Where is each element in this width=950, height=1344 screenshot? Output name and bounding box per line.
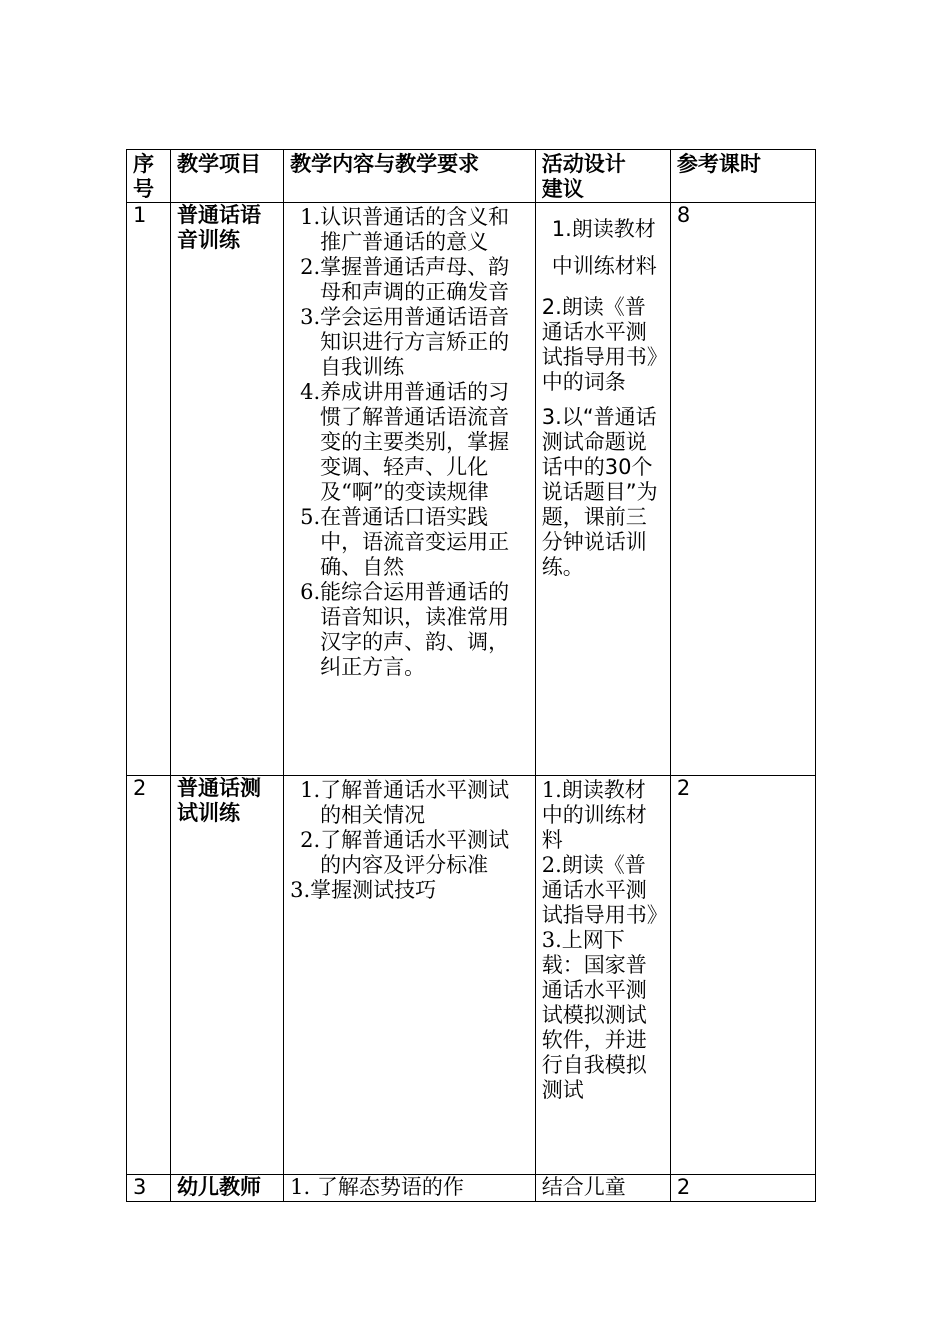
row-hours: 2 (670, 1175, 815, 1202)
table-row (127, 203, 816, 776)
suggestion-item: 1.朗读教材中的训练材料 (541, 778, 647, 852)
row-requirements (284, 776, 536, 1175)
header-project: 教学项目 (170, 150, 283, 203)
row-suggestions (535, 1175, 670, 1202)
row-suggestions (535, 776, 670, 1175)
requirement-item: 3.掌握测试技巧 (290, 878, 437, 902)
table-row (127, 776, 816, 1175)
requirement-item: 1. 了解态势语的作 (290, 1175, 464, 1199)
header-content: 教学内容与教学要求 (284, 150, 536, 203)
requirement-item: 2.了解普通话水平测试的内容及评分标准 (300, 828, 510, 877)
row-project: 普通话语音训练 (170, 203, 283, 776)
requirement-item: 4.养成讲用普通话的习惯了解普通话语流音变的主要类别，掌握变调、轻声、儿化及“啊”的变读规律 (300, 380, 510, 504)
row-number: 1 (127, 203, 171, 776)
row-hours: 8 (670, 203, 815, 776)
row-number: 2 (127, 776, 171, 1175)
row-project: 幼儿教师 (170, 1175, 283, 1202)
header-activity: 活动设计 建议 (535, 150, 670, 203)
suggestion-item: 3.以“普通话测试命题说话中的30个说话题目”为题，课前三分钟说话训练。 (541, 405, 658, 579)
row-requirements (284, 1175, 536, 1202)
table-row (127, 1175, 816, 1202)
header-hours: 参考课时 (670, 150, 815, 203)
suggestion-item: 1.朗读教材中训练材料 (551, 217, 657, 278)
row-number: 3 (127, 1175, 171, 1202)
row-hours: 2 (670, 776, 815, 1175)
suggestion-item: 3.上网下载：国家普通话水平测试模拟测试软件，并进行自我模拟测试 (541, 928, 647, 1102)
requirement-item: 6.能综合运用普通话的语音知识，读准常用汉字的声、韵、调，纠正方言。 (300, 580, 510, 679)
requirement-item: 1.了解普通话水平测试的相关情况 (300, 778, 510, 827)
requirement-item: 1.认识普通话的含义和推广普通话的意义 (300, 205, 510, 254)
curriculum-table (126, 149, 816, 1202)
row-requirements (284, 203, 536, 776)
suggestion-item: 2.朗读《普通话水平测试指导用书》 (541, 853, 668, 927)
requirement-item: 2.掌握普通话声母、韵母和声调的正确发音 (300, 255, 510, 304)
suggestion-item: 2.朗读《普通话水平测试指导用书》中的词条 (541, 295, 658, 394)
header-seq: 序 号 (127, 150, 171, 203)
requirement-item: 5.在普通话口语实践中，语流音变运用正确、自然 (300, 505, 510, 579)
row-suggestions (535, 203, 670, 776)
requirement-item: 3.学会运用普通话语音知识进行方言矫正的自我训练 (300, 305, 510, 379)
suggestion-item: 结合儿童 (541, 1175, 626, 1199)
row-project: 普通话测试训练 (170, 776, 283, 1175)
table-header-row (127, 150, 816, 203)
